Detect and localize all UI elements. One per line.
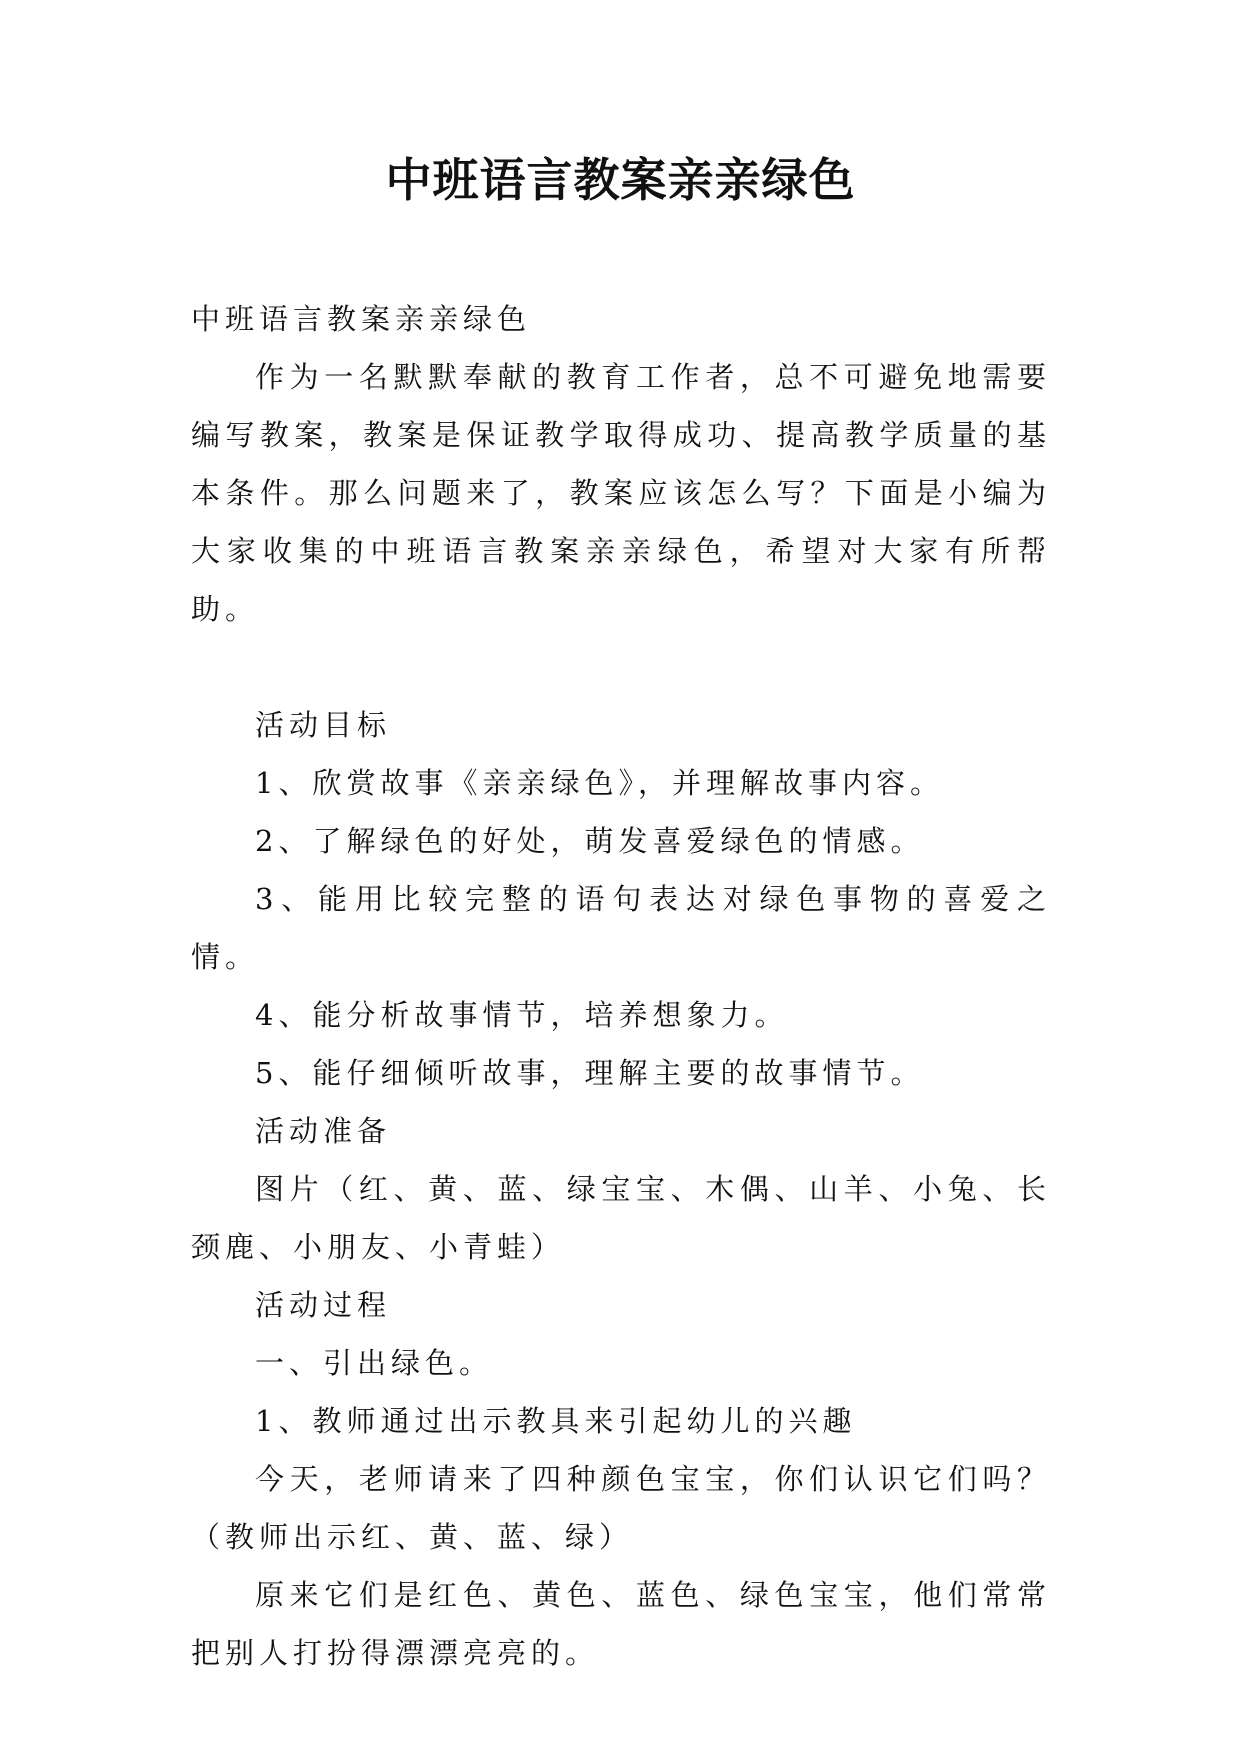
preparation-text: 图片（红、黄、蓝、绿宝宝、木偶、山羊、小兔、长颈鹿、小朋友、小青蛙） bbox=[191, 1172, 1051, 1264]
paragraph-heading: 中班语言教案亲亲绿色 bbox=[191, 302, 532, 336]
goal-item: 1、欣赏故事《亲亲绿色》，并理解故事内容。 bbox=[255, 766, 944, 800]
section-heading-goals: 活动目标 bbox=[255, 708, 392, 742]
section-heading-process: 活动过程 bbox=[255, 1288, 392, 1322]
process-step-heading: 一、引出绿色。 bbox=[255, 1346, 494, 1380]
document-title: 中班语言教案亲亲绿色 bbox=[385, 153, 856, 207]
section-heading-preparation: 活动准备 bbox=[255, 1114, 392, 1148]
blank-line bbox=[191, 638, 1051, 696]
process-step-item: 1、教师通过出示教具来引起幼儿的兴趣 bbox=[255, 1404, 857, 1438]
process-paragraph: 原来它们是红色、黄色、蓝色、绿色宝宝，他们常常把别人打扮得漂漂亮亮的。 bbox=[191, 1578, 1051, 1670]
goal-item: 4、能分析故事情节，培养想象力。 bbox=[255, 998, 789, 1032]
process-paragraph: 今天，老师请来了四种颜色宝宝，你们认识它们吗？（教师出示红、黄、蓝、绿） bbox=[191, 1462, 1051, 1554]
goal-item: 2、了解绿色的好处，萌发喜爱绿色的情感。 bbox=[255, 824, 925, 858]
document-body bbox=[191, 290, 1051, 1682]
goal-item: 5、能仔细倾听故事，理解主要的故事情节。 bbox=[255, 1056, 925, 1090]
goal-item: 3、能用比较完整的语句表达对绿色事物的喜爱之情。 bbox=[191, 882, 1051, 974]
paragraph-intro: 作为一名默默奉献的教育工作者，总不可避免地需要编写教案，教案是保证教学取得成功、提高教学质量的基本条件。那么问题来了，教案应该怎么写？下面是小编为大家收集的中班语言教案亲亲绿色，希望对大家有所帮助。 bbox=[191, 360, 1051, 626]
